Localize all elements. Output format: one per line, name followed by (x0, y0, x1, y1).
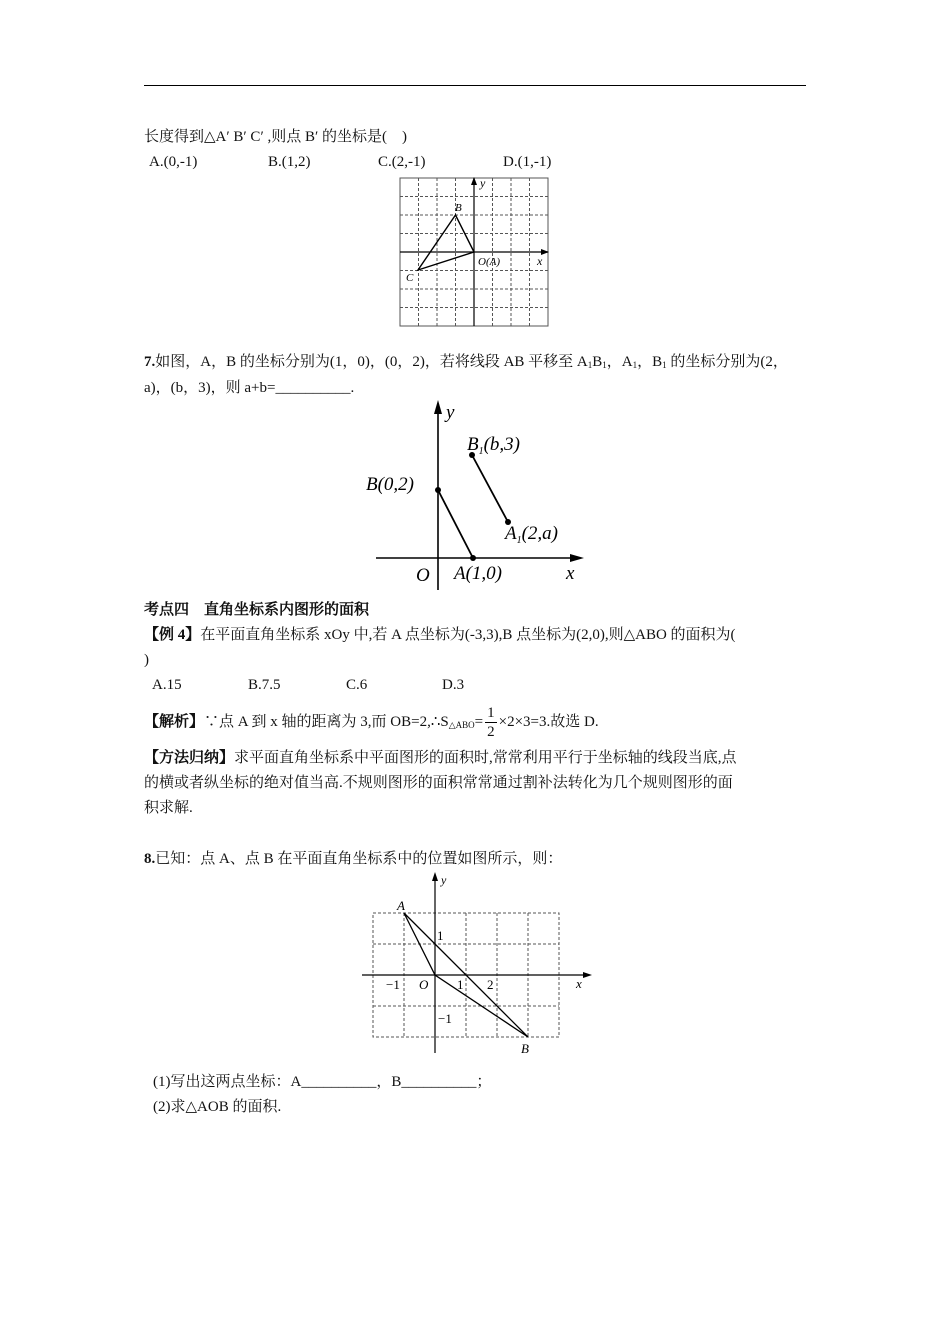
q7-y-arrow (434, 400, 442, 414)
q6-oa-label: O(A) (478, 256, 500, 268)
q8-tick-x-neg1: −1 (386, 977, 400, 992)
q8-part-2: (2)求△AOB 的面积. (153, 1099, 282, 1115)
q7-point-a (470, 555, 476, 561)
q8-part-1: (1)写出这两点坐标：A__________，B__________； (153, 1074, 492, 1090)
q7-segment-ab (438, 490, 473, 558)
q6-option-a: A.(0,-1) (149, 154, 198, 170)
q6-y-label: y (480, 176, 486, 190)
q7-sub-2: 1 (602, 360, 607, 370)
example-4-text: 在平面直角坐标系 xOy 中,若 A 点坐标为(-3,3),B 点坐标为(2,0),则△ABO 的面积为( (200, 627, 736, 643)
analysis-text-c: ×2×3=3.故选 D. (498, 714, 599, 730)
method-text-1: 求平面直角坐标系中平面图形的面积时,常常利用平行于坐标轴的线段当底,点 (234, 750, 737, 766)
analysis-sub: △ABO (448, 720, 475, 730)
method-tag: 【方法归纳】 (144, 750, 235, 766)
example-4-tag: 【例 4】 (144, 627, 201, 643)
q7-a-label: A(1,0) (454, 563, 503, 584)
q7-x-label: x (566, 563, 575, 584)
header-rule (144, 85, 806, 86)
q6-option-c: C.(2,-1) (378, 154, 426, 170)
q8-b-label: B (521, 1041, 529, 1056)
q7-number: 7. (144, 354, 156, 370)
q7-a1-label: $A_1(2,a)$ (505, 523, 559, 546)
q7-b1-label: $B_1(b,3)$ (467, 434, 521, 457)
fraction-numerator: 1 (487, 705, 495, 722)
example-4-option-b: B.7.5 (248, 677, 281, 693)
example-4-close: ) (144, 652, 149, 668)
q7-figure (362, 398, 594, 592)
q6-option-b: B.(1,2) (268, 154, 311, 170)
analysis-text-a: ∵点 A 到 x 轴的距离为 3,而 OB=2,∴S (204, 714, 449, 730)
section-heading: 考点四 直角坐标系内图形的面积 (144, 602, 370, 618)
q7-sub-1: 1 (587, 360, 593, 370)
q6-c-label: C (406, 272, 414, 284)
q8-stem (144, 849, 562, 869)
analysis-fraction (485, 704, 497, 741)
example-4-stem (144, 625, 736, 645)
q7-x-arrow (570, 554, 584, 562)
q8-x-arrow (583, 972, 592, 978)
method-line-2: 的横或者纵坐标的绝对值当高.不规则图形的面积常常通过割补法转化为几个规则图形的面 (144, 775, 733, 791)
q7-text-b: B (592, 354, 603, 370)
q6-grid-figure (398, 176, 552, 328)
q8-y-label: y (441, 873, 447, 887)
q8-tick-x-1: 1 (457, 977, 464, 992)
q7-line-1 (144, 352, 788, 375)
example-4-option-c: C.6 (346, 677, 368, 693)
analysis-line (144, 702, 599, 745)
q7-text-e: 的坐标分别为(2， (666, 354, 788, 370)
q8-figure (356, 870, 596, 1058)
q7-sub-3: 1 (632, 360, 638, 370)
q7-point-b (435, 487, 441, 493)
q6-stem: 长度得到△A′ B′ C′ ,则点 B′ 的坐标是( ) (144, 129, 407, 145)
method-line-1 (144, 748, 737, 768)
q8-tick-y-neg1: −1 (438, 1011, 452, 1026)
q8-x-label: x (576, 976, 582, 991)
q8-y-arrow (432, 872, 438, 881)
q8-tick-y-1: 1 (437, 928, 444, 943)
q8-number: 8. (144, 851, 156, 867)
q6-option-d: D.(1,-1) (503, 154, 552, 170)
example-4-option-d: D.3 (442, 677, 465, 693)
analysis-text-b: = (474, 714, 484, 730)
q6-b-label: B (455, 202, 462, 214)
q6-x-label: x (537, 254, 543, 268)
q7-line-2: a)，(b，3)，则 a+b=__________. (144, 380, 355, 396)
example-4-option-a: A.15 (152, 677, 182, 693)
fraction-denominator: 2 (487, 724, 495, 741)
q7-text-d: ，B (637, 354, 663, 370)
q7-y-label: y (446, 402, 455, 423)
q7-o-label: O (416, 565, 430, 586)
q7-text-a: 如图，A，B 的坐标分别为(1，0)，(0，2)，若将线段 AB 平移至 A (155, 354, 588, 370)
q7-sub-4: 1 (662, 360, 667, 370)
method-line-3: 积求解. (144, 800, 193, 816)
q8-a-label: A (397, 898, 405, 913)
q7-segment-a1b1 (472, 455, 508, 522)
q7-b-label: B(0,2) (366, 474, 415, 495)
analysis-tag: 【解析】 (144, 714, 205, 730)
q6-triangle (418, 215, 474, 270)
q7-text-c: ，A (606, 354, 633, 370)
q8-text: 已知：点 A、点 B 在平面直角坐标系中的位置如图所示，则： (155, 851, 563, 867)
q8-o-label: O (419, 977, 429, 992)
q8-tick-x-2: 2 (487, 977, 494, 992)
